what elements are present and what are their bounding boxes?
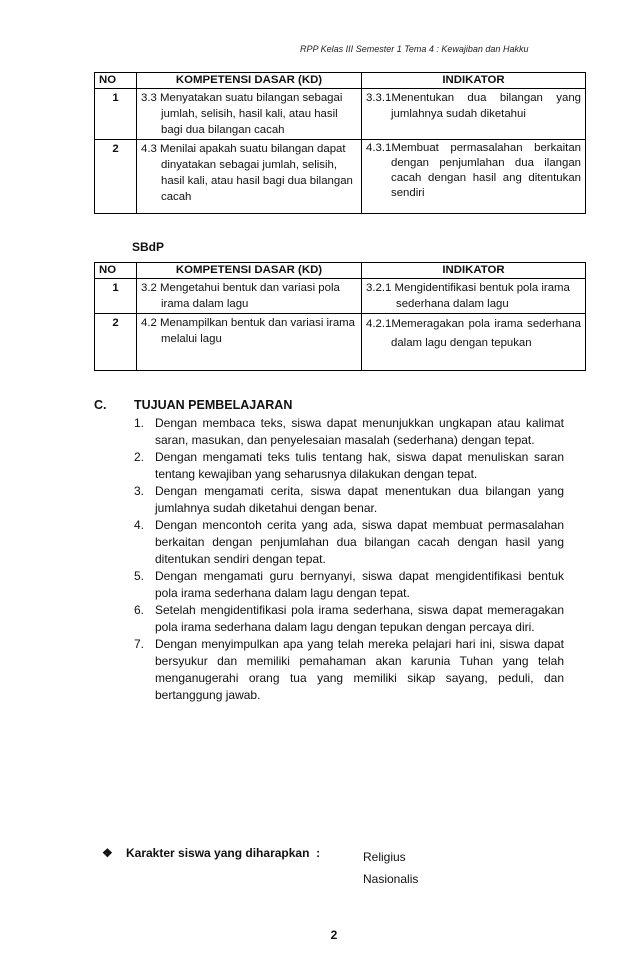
kd-text: 4.3 Menilai apakah suatu bilangan dapat dinyatakan sebagai jumlah, selisih, hasil kali, atau hasil bagi dua bilangan cacah (141, 143, 353, 203)
indikator-text: 4.2.1Memeragakan pola irama sederhana dalam lagu dengan tepukan (366, 318, 581, 349)
indikator-text: 4.3.1Membuat permasalahan berkaitan dengan penjumlahan dua ilangan cacah dengan hasil ang ditentukan sendiri (366, 142, 581, 199)
row-indikator (362, 279, 586, 314)
kd-text: 4.2 Menampilkan bentuk dan variasi irama melalui lagu (141, 317, 356, 345)
list-item (134, 568, 564, 602)
row-no: 1 (95, 279, 137, 314)
section-c-title (94, 398, 292, 412)
kd-text: 3.2 Mengetahui bentuk dan variasi pola irama dalam lagu (141, 282, 340, 310)
list-item (134, 415, 564, 449)
karakter-label: Karakter siswa yang diharapkan (126, 846, 310, 860)
list-item (134, 449, 564, 483)
section-heading: TUJUAN PEMBELAJARAN (134, 398, 293, 412)
header-no: NO (95, 73, 137, 89)
table-row (95, 89, 586, 140)
header-kd: KOMPETENSI DASAR (KD) (137, 73, 362, 89)
list-item-text: Dengan mencontoh cerita yang ada, siswa dapat membuat permasalahan berkaitan dengan penjumlahan dua bilangan cacah dengan hasil yang ditentukan sendiri dengan tepat. (155, 518, 564, 566)
list-item-number: 7. (134, 637, 145, 651)
row-no: 1 (95, 89, 137, 140)
list-item (134, 636, 564, 704)
row-kd (137, 314, 362, 371)
page-number: 2 (330, 928, 338, 942)
diamond-bullet-icon: ❖ (102, 846, 113, 860)
table-row (95, 140, 586, 214)
list-item-number: 5. (134, 569, 145, 583)
header-kd: KOMPETENSI DASAR (KD) (137, 263, 362, 279)
learning-goals-list (134, 415, 564, 704)
list-item-text: Dengan membaca teks, siswa dapat menunjukkan ungkapan atau kalimat saran, masukan, dan penyelesaian masalah (sederhana) dengan tepat. (155, 416, 564, 447)
list-item-number: 3. (134, 484, 145, 498)
list-item-number: 6. (134, 603, 145, 617)
kd-table-sbdp (94, 262, 586, 371)
page-header: RPP Kelas III Semester 1 Tema 4 : Kewajiban dan Hakku (300, 44, 529, 54)
list-item (134, 517, 564, 568)
list-item-text: Dengan mengamati teks tulis tentang hak, siswa dapat menuliskan saran tentang kewajiban yang seharusnya dilakukan dengan tepat. (155, 450, 564, 481)
row-indikator (362, 89, 586, 140)
list-item-number: 1. (134, 416, 145, 430)
header-no: NO (95, 263, 137, 279)
karakter-value: Nasionalis (363, 872, 419, 886)
list-item-number: 4. (134, 518, 145, 532)
header-indikator: INDIKATOR (362, 263, 586, 279)
table-row (95, 279, 586, 314)
list-item-text: Dengan mengamati cerita, siswa dapat menentukan dua bilangan yang jumlahnya sudah diketahui dengan benar. (155, 484, 564, 515)
row-kd (137, 89, 362, 140)
karakter-values (363, 846, 418, 890)
list-item-text: Dengan menyimpulkan apa yang telah mereka pelajari hari ini, siswa dapat bersyukur dan memiliki pemahaman akan karunia Tuhan yang telah menganugerahi orang tua yang memiliki sikap sayang, peduli, dan bertanggung jawab. (155, 637, 564, 702)
row-indikator (362, 314, 586, 371)
indikator-text: 3.2.1 Mengidentifikasi bentuk pola irama sederhana dalam lagu (366, 282, 570, 310)
header-indikator: INDIKATOR (362, 73, 586, 89)
row-no: 2 (95, 314, 137, 371)
list-item-text: Setelah mengidentifikasi pola irama sederhana, siswa dapat memeragakan pola irama sederhana dalam lagu dengan tepukan dengan percaya diri. (155, 603, 564, 634)
row-no: 2 (95, 140, 137, 214)
sbdp-label: SBdP (132, 240, 165, 254)
row-kd (137, 279, 362, 314)
kd-text: 3.3 Menyatakan suatu bilangan sebagai jumlah, selisih, hasil kali, atau hasil bagi dua bilangan cacah (141, 92, 343, 136)
table-header-row (95, 73, 586, 89)
row-kd (137, 140, 362, 214)
karakter-row (102, 846, 320, 860)
list-item-text: Dengan mengamati guru bernyanyi, siswa dapat mengidentifikasi bentuk pola irama sederhana dalam lagu dengan tepat. (155, 569, 564, 600)
karakter-value: Religius (363, 850, 406, 864)
section-letter: C. (94, 398, 107, 412)
list-item (134, 602, 564, 636)
kd-table-math (94, 72, 586, 214)
list-item (134, 483, 564, 517)
table-header-row (95, 263, 586, 279)
table-row (95, 314, 586, 371)
karakter-colon: : (316, 846, 321, 860)
row-indikator (362, 140, 586, 214)
list-item-number: 2. (134, 450, 145, 464)
indikator-text: 3.3.1Menentukan dua bilangan yang jumlahnya sudah diketahui (366, 92, 581, 120)
